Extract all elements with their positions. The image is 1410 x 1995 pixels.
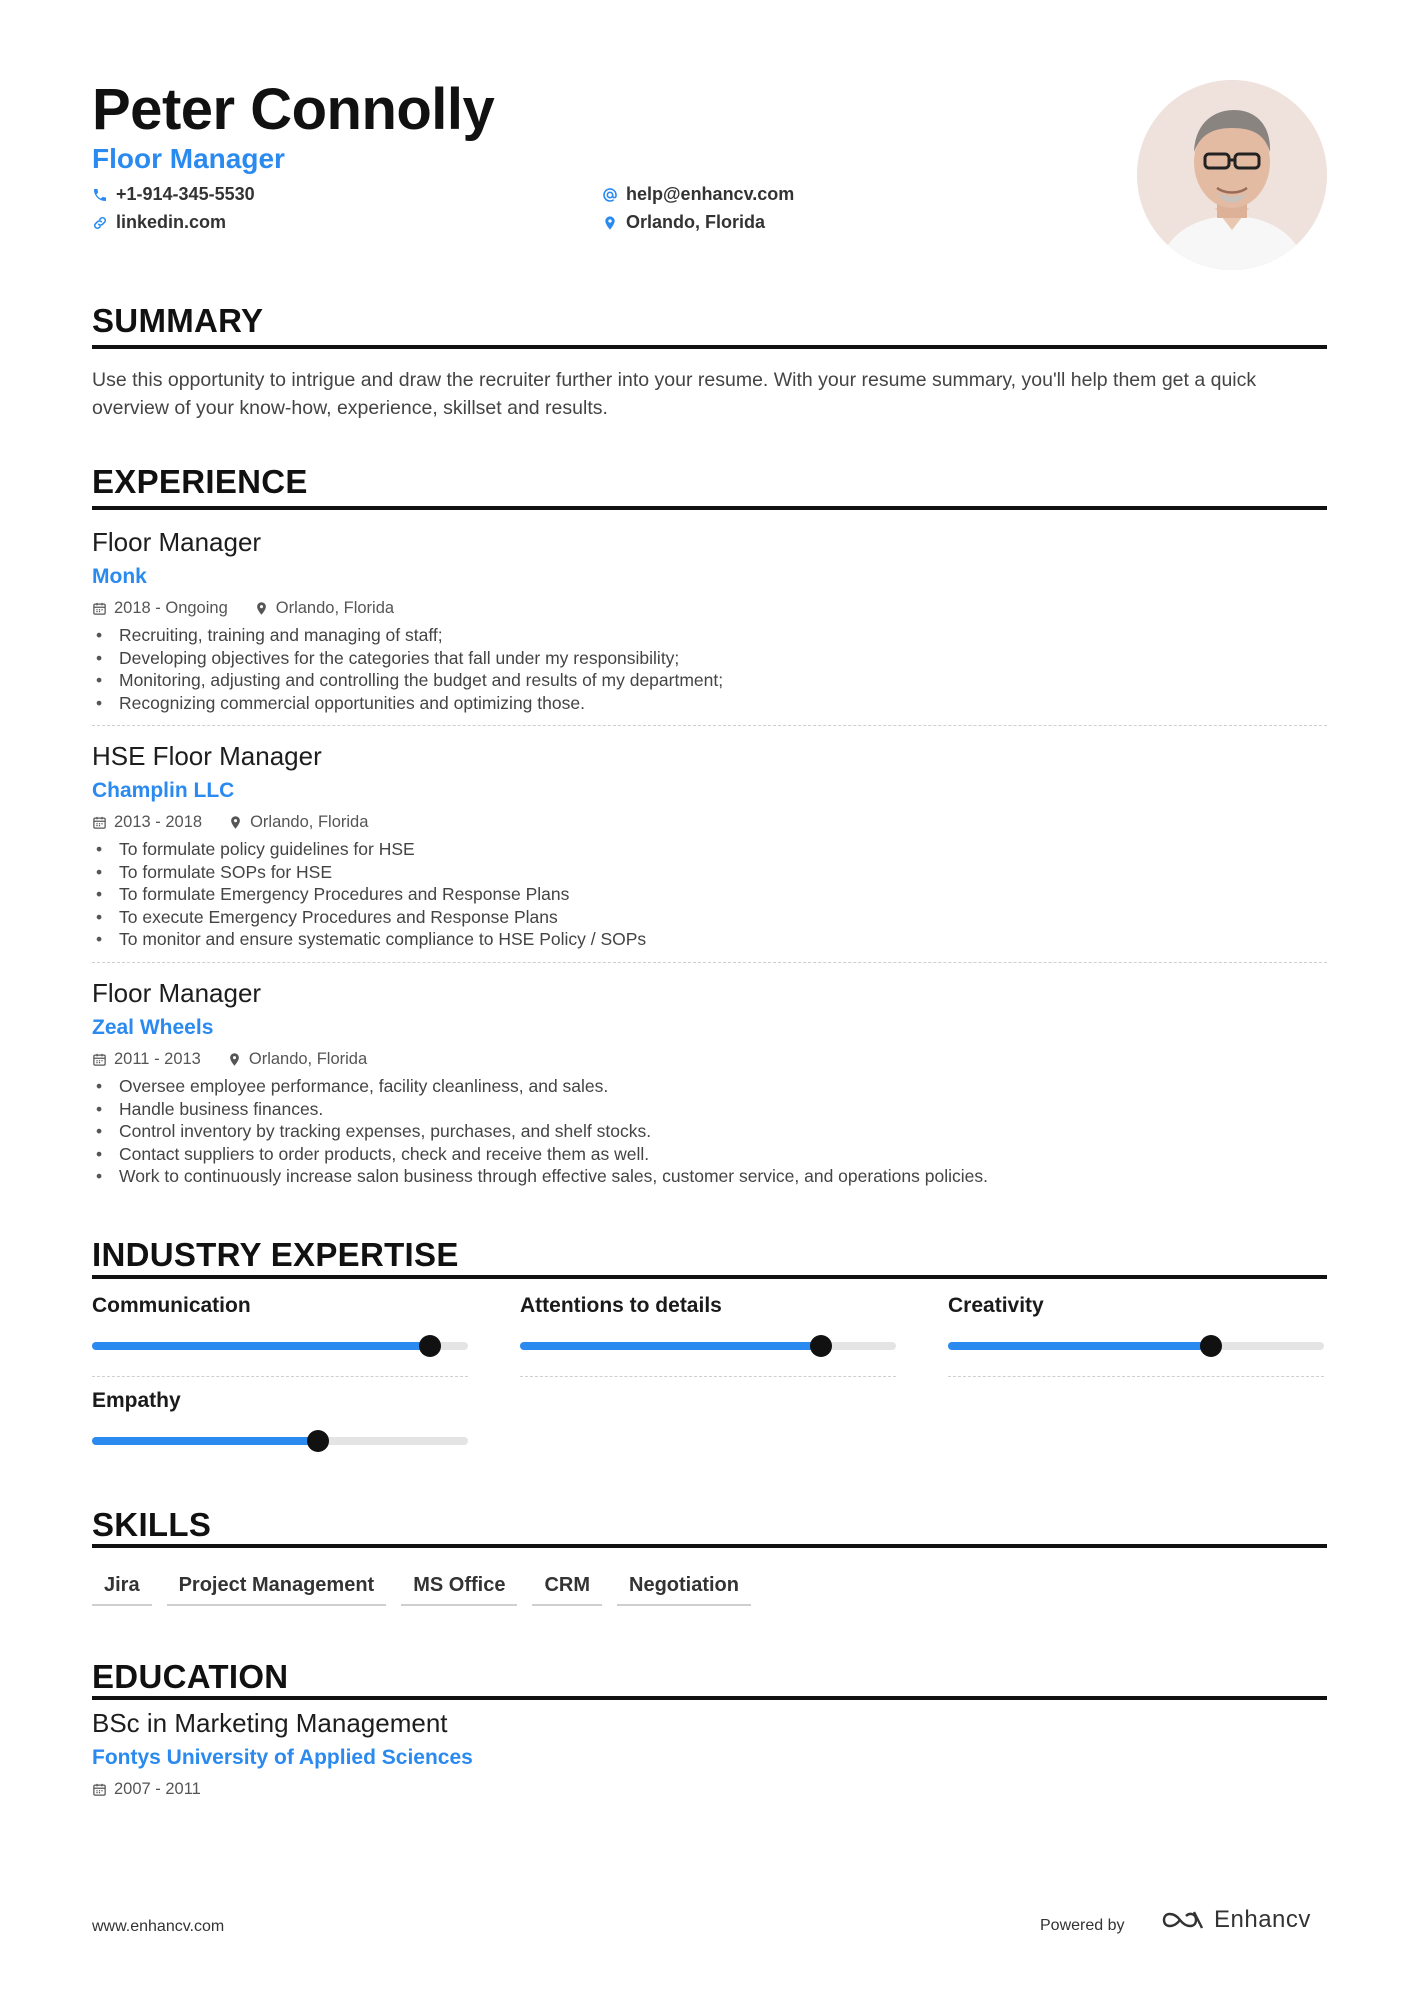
list-item: • Monitoring, adjusting and controlling the budget and results of my department; <box>92 669 1327 692</box>
expertise-fill <box>92 1437 318 1445</box>
linkedin-contact[interactable] <box>92 212 226 233</box>
expertise-track <box>92 1437 468 1445</box>
expertise-knob <box>419 1335 441 1357</box>
job-meta <box>92 808 1327 836</box>
phone-text: +1-914-345-5530 <box>116 184 255 204</box>
list-item: • Work to continuously increase salon business through effective sales, customer service, and operations policies. <box>92 1165 1327 1188</box>
job-company: Monk <box>92 565 147 588</box>
job-dates: 2018 - Ongoing <box>92 599 228 618</box>
brand-logo[interactable] <box>1160 1906 1311 1934</box>
list-item: • To formulate SOPs for HSE <box>92 861 1327 884</box>
experience-item <box>92 524 1327 714</box>
candidate-role: Floor Manager <box>92 143 285 174</box>
item-separator <box>92 725 1327 726</box>
expertise-item <box>520 1294 896 1377</box>
education-heading: EDUCATION <box>92 1658 289 1695</box>
candidate-name: Peter Connolly <box>92 77 495 142</box>
job-meta <box>92 594 1327 622</box>
list-item: • Oversee employee performance, facility cleanliness, and sales. <box>92 1075 1327 1098</box>
item-separator <box>92 962 1327 963</box>
job-dates: 2013 - 2018 <box>92 813 202 832</box>
job-meta <box>92 1045 1327 1073</box>
list-item: • To execute Emergency Procedures and Response Plans <box>92 906 1327 929</box>
job-bullets <box>92 838 1327 951</box>
email-contact[interactable] <box>602 184 794 205</box>
location-pin-icon <box>228 815 243 830</box>
expertise-label: Empathy <box>92 1389 181 1412</box>
expertise-item <box>92 1294 468 1377</box>
powered-by-text: Powered by <box>1040 1917 1125 1934</box>
location-pin-icon <box>602 215 618 231</box>
skills-heading: SKILLS <box>92 1506 212 1543</box>
job-title: Floor Manager <box>92 978 262 1008</box>
calendar-icon <box>92 601 107 616</box>
location-pin-icon <box>254 601 269 616</box>
list-item: • Recognizing commercial opportunities and optimizing those. <box>92 692 1327 715</box>
at-icon <box>602 187 618 203</box>
skill-tag: Negotiation <box>617 1570 751 1606</box>
item-separator <box>520 1376 896 1377</box>
expertise-track <box>948 1342 1324 1350</box>
location-text: Orlando, Florida <box>626 212 766 232</box>
phone-icon <box>92 187 108 203</box>
calendar-icon <box>92 1782 107 1797</box>
skill-tag: MS Office <box>401 1570 517 1606</box>
expertise-label: Communication <box>92 1294 251 1317</box>
expertise-label: Attentions to details <box>520 1294 722 1317</box>
expertise-heading: INDUSTRY EXPERTISE <box>92 1236 459 1273</box>
profile-photo <box>1137 80 1327 270</box>
job-company: Zeal Wheels <box>92 1016 214 1039</box>
summary-heading: SUMMARY <box>92 302 264 339</box>
experience-divider <box>92 506 1327 510</box>
list-item: • Handle business finances. <box>92 1098 1327 1121</box>
job-title: Floor Manager <box>92 527 262 557</box>
calendar-icon <box>92 815 107 830</box>
list-item: • Developing objectives for the categories that fall under my responsibility; <box>92 647 1327 670</box>
expertise-fill <box>92 1342 430 1350</box>
summary-divider <box>92 345 1327 349</box>
linkedin-text: linkedin.com <box>116 212 227 232</box>
list-item: • Control inventory by tracking expenses, purchases, and shelf stocks. <box>92 1120 1327 1143</box>
summary-text: Use this opportunity to intrigue and draw the recruiter further into your resume. With your resume summary, you'll help them get a quick overview of your know-how, experience, skillset and results. <box>92 369 1257 419</box>
location-pin-icon <box>227 1052 242 1067</box>
list-item: • To formulate policy guidelines for HSE <box>92 838 1327 861</box>
expertise-knob <box>307 1430 329 1452</box>
calendar-icon <box>92 1052 107 1067</box>
phone-contact <box>92 184 255 205</box>
item-separator <box>948 1376 1324 1377</box>
job-bullets <box>92 1075 1327 1188</box>
education-divider <box>92 1696 1327 1700</box>
skill-tag: Jira <box>92 1570 152 1606</box>
expertise-label: Creativity <box>948 1294 1044 1317</box>
item-separator <box>92 1376 468 1377</box>
job-location: Orlando, Florida <box>254 599 394 618</box>
list-item: • Recruiting, training and managing of staff; <box>92 624 1327 647</box>
link-icon <box>92 215 108 231</box>
expertise-item <box>948 1294 1324 1377</box>
list-item: • To formulate Emergency Procedures and Response Plans <box>92 883 1327 906</box>
list-item: • To monitor and ensure systematic compliance to HSE Policy / SOPs <box>92 928 1327 951</box>
skills-divider <box>92 1544 1327 1548</box>
experience-item <box>92 975 1327 1188</box>
skills-list <box>92 1570 751 1606</box>
expertise-track <box>92 1342 468 1350</box>
edu-dates: 2007 - 2011 <box>92 1780 201 1799</box>
job-company: Champlin LLC <box>92 779 235 802</box>
job-title: HSE Floor Manager <box>92 741 322 771</box>
job-location: Orlando, Florida <box>228 813 368 832</box>
expertise-knob <box>810 1335 832 1357</box>
expertise-fill <box>948 1342 1211 1350</box>
expertise-divider <box>92 1275 1327 1279</box>
skill-tag: Project Management <box>167 1570 387 1606</box>
edu-school: Fontys University of Applied Sciences <box>92 1746 473 1769</box>
footer-url[interactable]: www.enhancv.com <box>92 1918 225 1935</box>
job-bullets <box>92 624 1327 714</box>
email-text: help@enhancv.com <box>626 184 795 204</box>
expertise-item <box>92 1389 468 1445</box>
enhancv-logo-icon <box>1160 1908 1206 1932</box>
expertise-track <box>520 1342 896 1350</box>
job-dates: 2011 - 2013 <box>92 1050 201 1069</box>
job-location: Orlando, Florida <box>227 1050 367 1069</box>
experience-heading: EXPERIENCE <box>92 463 308 500</box>
expertise-fill <box>520 1342 821 1350</box>
location-contact <box>602 212 765 233</box>
list-item: • Contact suppliers to order products, check and receive them as well. <box>92 1143 1327 1166</box>
skill-tag: CRM <box>532 1570 602 1606</box>
experience-item <box>92 738 1327 951</box>
brand-name: Enhancv <box>1214 1906 1311 1933</box>
edu-degree: BSc in Marketing Management <box>92 1708 448 1738</box>
expertise-knob <box>1200 1335 1222 1357</box>
